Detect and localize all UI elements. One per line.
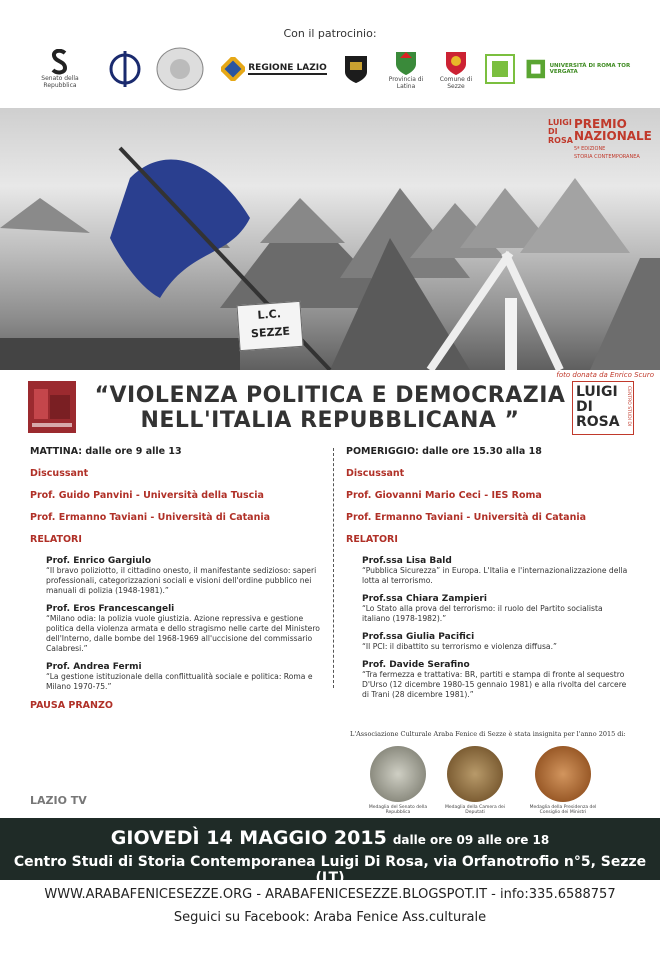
speaker-talk: “Lo Stato alla prova del terrorismo: il ruolo del Partito socialista italiano (1978-1982).” xyxy=(362,604,603,623)
speaker-name: Prof. Enrico Gargiulo xyxy=(46,556,152,566)
senato-logo: Senato della Repubblica xyxy=(30,44,90,94)
right-title-logo: LUIGI DI ROSA CENTRO STUDI DI xyxy=(572,381,634,435)
premio-badge: LUIGI DI ROSA PREMIO NAZIONALE 5ª EDIZIONE STORIA CONTEMPORANEA xyxy=(548,117,652,160)
afternoon-discussant-label: Discussant xyxy=(346,468,405,479)
afternoon-program xyxy=(346,446,631,708)
speaker-name: Prof.ssa Giulia Pacifici xyxy=(362,632,475,642)
morning-discussant-label: Discussant xyxy=(30,468,89,479)
green-logo xyxy=(480,44,520,94)
morning-header: MATTINA: dalle ore 9 alle 13 xyxy=(30,446,182,457)
afternoon-discussant-1: Prof. Giovanni Mario Ceci - IES Roma xyxy=(346,490,542,501)
afternoon-header: POMERIGGIO: dalle ore 15.30 alla 18 xyxy=(346,446,542,457)
medal-caption: Medaglia della Presidenza del Consiglio dei Ministri xyxy=(529,805,597,815)
event-info-band xyxy=(0,818,660,886)
medal-caption: Medaglia della Camera dei Deputati xyxy=(444,805,506,815)
lunch-break: PAUSA PRANZO xyxy=(30,700,113,711)
sign-board: L.C. SEZZE xyxy=(236,301,303,351)
morning-relatori-label: RELATORI xyxy=(30,534,82,545)
tor-vergata-logo: UNIVERSITÀ DI ROMA TOR VERGATA xyxy=(525,44,635,94)
speaker-name: Prof. Andrea Fermi xyxy=(46,662,142,672)
photo-credit: foto donata da Enrico Scuro xyxy=(556,371,654,379)
speaker-talk: “La gestione istituzionale della conflittualità sociale e politica: Roma e Milano 1970-75.” xyxy=(46,672,313,691)
speaker-talk: “Tra fermezza e trattativa: BR, partiti e stampa di fronte al sequestro D'Urso (12 dicembre 1980-15 gennaio 1981) e alla rivolta del carcere di Trani (28 dicembre 1981).” xyxy=(362,670,627,699)
website-links[interactable]: WWW.ARABAFENICESEZZE.ORG - ARABAFENICESEZZE.BLOGSPOT.IT - info:335.6588757 xyxy=(44,887,616,902)
afternoon-discussant-2: Prof. Ermanno Taviani - Università di Catania xyxy=(346,512,587,523)
event-place: Centro Studi di Storia Contemporanea Luigi Di Rosa, via Orfanotrofio n°5, Sezze (LT) xyxy=(13,854,647,886)
morning-program xyxy=(30,446,325,722)
presidenza-medal-icon xyxy=(535,746,591,802)
patronage-label: Con il patrocinio: xyxy=(283,27,377,40)
event-time: dalle ore 09 alle ore 18 xyxy=(392,833,550,847)
comune-sezze-logo: Comune di Sezze xyxy=(435,44,477,94)
speaker-name: Prof.ssa Lisa Bald xyxy=(362,556,452,566)
regione-lazio-logo: REGIONE LAZIO xyxy=(220,44,328,94)
event-title: “VIOLENZA POLITICA E DEMOCRAZIA NELL'ITALIA REPUBBLICANA ” xyxy=(94,383,566,433)
column-divider xyxy=(333,448,334,688)
speaker-talk: “Milano odia: la polizia vuole giustizia. Azione repressiva e gestione politica della violenza armata e dello stragismo nelle carte del Ministero dell'Interno, dalle bombe del 1968-1969 all'uccisione del commissario Calabresi.” xyxy=(46,614,320,653)
patronage-logos xyxy=(30,44,635,96)
senato-medal-icon xyxy=(370,746,426,802)
lazio-tv-logo: LAZIO TV xyxy=(30,794,87,807)
provincia-logo: Provincia di Latina xyxy=(385,44,427,94)
speaker-talk: “Pubblica Sicurezza” in Europa. L'Italia e l'internazionalizzazione della lotta al terrorismo. xyxy=(362,566,628,585)
morning-discussant-1: Prof. Guido Panvini - Università della Tuscia xyxy=(30,490,264,501)
speaker-name: Prof. Davide Serafino xyxy=(362,660,470,670)
speaker-talk: “Il bravo poliziotto, il cittadino onesto, il manifestante sedizioso: saperi professionali, categorizzazioni sociali e visioni dell'ordine pubblico nei manuali di polizia (1948-1981).” xyxy=(46,566,317,595)
morning-discussant-2: Prof. Ermanno Taviani - Università di Catania xyxy=(30,512,271,523)
afternoon-relatori-label: RELATORI xyxy=(346,534,398,545)
facebook-link[interactable]: Seguici su Facebook: Araba Fenice Ass.culturale xyxy=(173,910,487,925)
camera-medal-icon xyxy=(447,746,503,802)
hero-photo xyxy=(0,108,660,370)
comune-logo xyxy=(335,44,377,94)
speaker-name: Prof. Eros Francescangeli xyxy=(46,604,175,614)
left-title-logo xyxy=(28,381,76,433)
association-note: L'Associazione Culturale Araba Fenice di Sezze è stata insignita per l'anno 2015 di: xyxy=(350,730,626,738)
speaker-talk: “Il PCI: il dibattito su terrorismo e violenza diffusa.” xyxy=(362,642,557,651)
medal-caption: Medaglia del Senato della Repubblica xyxy=(368,805,428,815)
emblem-logo xyxy=(152,44,208,94)
event-date: GIOVEDÌ 14 MAGGIO 2015 dalle ore 09 alle ore 18 xyxy=(110,827,550,849)
camera-logo xyxy=(105,44,145,94)
speaker-name: Prof.ssa Chiara Zampieri xyxy=(362,594,487,604)
